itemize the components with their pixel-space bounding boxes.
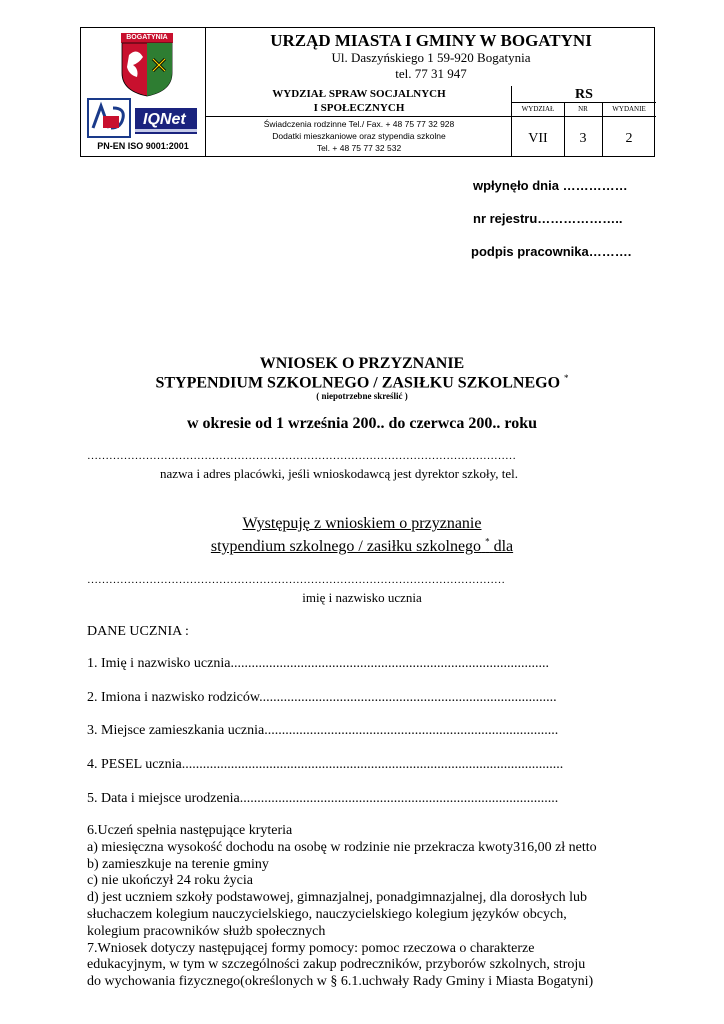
iqnet-logo: IQNet	[135, 108, 197, 134]
period-line: w okresie od 1 września 200.. do czerwca 200.. roku	[186, 415, 538, 432]
criteria-line: d) jest uczniem szkoły podstawowej, gimnazjalnej, ponadgimnazjalnej, dla dorosłych lub	[87, 890, 587, 906]
column-header: NR	[578, 105, 588, 113]
criteria-line: do wychowania fizycznego(określonych w § 6.1.uchwały Rady Gminy i Miasta Bogatyni)	[87, 974, 594, 990]
strike-note: ( niepotrzebne skreślić )	[316, 391, 408, 401]
edition-code: 2	[625, 131, 633, 146]
criteria-line: edukacyjnym, w tym w szczególności zakup podreczników, przyborów szkolnych, stroju	[87, 957, 586, 973]
received-date-field[interactable]: wpłynęło dnia ……………	[473, 178, 628, 193]
department-detail-3: Tel. + 48 75 77 32 532	[316, 143, 402, 153]
code-label: RS	[575, 87, 593, 102]
column-header: WYDANIE	[612, 105, 646, 113]
certification-logo	[87, 98, 131, 138]
divider	[512, 102, 656, 103]
form-title-text: STYPENDIUM SZKOLNEGO / ZASIŁKU SZKOLNEGO	[155, 374, 561, 392]
criteria-line: b) zamieszkuje na terenie gminy	[87, 856, 269, 872]
form-title-line2	[0, 373, 724, 392]
criteria-line: słuchaczem kolegium nauczycielskiego, nauczycielskiego kolegium języków obcych,	[87, 906, 567, 922]
number-code: 3	[579, 131, 587, 146]
request-text-end: dla	[493, 538, 514, 556]
request-line1	[0, 515, 724, 533]
request-text	[211, 538, 513, 555]
department-detail-1: Świadczenia rodzinne Tel./ Fax. + 48 75 77 32 928	[263, 119, 455, 129]
request-text-main: stypendium szkolnego / zasiłku szkolnego	[210, 538, 482, 556]
institution-input-line[interactable]: ………………………………………………………………………………………………………	[87, 450, 516, 462]
iso-label: PN-EN ISO 9001:2001	[97, 141, 189, 151]
request-text: Występuję z wnioskiem o przyznanie	[242, 515, 482, 532]
student-data-heading: DANE UCZNIA :	[87, 624, 189, 639]
residence-field[interactable]: 3. Miejsce zamieszkania ucznia....................................................................................	[87, 723, 559, 738]
parents-name-field[interactable]: 2. Imiona i nazwisko rodziców.....................................................................................	[87, 690, 557, 705]
divider	[205, 28, 206, 156]
iqnet-stripe	[135, 129, 197, 132]
criteria-line: a) miesięczna wysokość dochodu na osobę w rodzinie nie przekracza kwoty316,00 zł netto	[87, 839, 597, 855]
column-header: WYDZIAŁ	[521, 105, 555, 113]
birth-date-place-field[interactable]: 5. Data i miejsce urodzenia...........................................................................................	[87, 791, 559, 806]
department-detail-2: Dodatki mieszkaniowe oraz stypendia szkolne	[272, 131, 446, 141]
office-title: URZĄD MIASTA I GMINY W BOGATYNI	[270, 31, 592, 50]
criteria-line: 7.Wniosek dotyczy następującej formy pomocy: pomoc rzeczowa o charakterze	[87, 940, 535, 956]
office-phone: tel. 77 31 947	[395, 66, 467, 81]
institution-caption: nazwa i adres placówki, jeśli wnioskodawcą jest dyrektor szkoły, tel.	[160, 466, 518, 481]
criteria-line: 6.Uczeń spełnia następujące kryteria	[87, 823, 293, 838]
criteria-line: kolegium pracowników służb społecznych	[87, 923, 326, 939]
header-box	[80, 27, 655, 157]
department-name-2: I SPOŁECZNYCH	[313, 102, 405, 114]
divider	[512, 116, 656, 117]
logo-caption: BOGATYNIA	[126, 34, 168, 41]
employee-signature-field[interactable]: podpis pracownika……….	[471, 244, 632, 259]
department-name-1: WYDZIAŁ SPRAW SOCJALNYCH	[272, 88, 446, 100]
department-code: VII	[528, 131, 548, 146]
pesel-field[interactable]: 4. PESEL ucznia.............................................................................................................	[87, 757, 564, 772]
form-title-line1: WNIOSEK O PRZYZNANIE	[259, 355, 465, 372]
student-name-input-line[interactable]: ……………………………………………………………………………………………………	[87, 574, 505, 586]
register-number-field[interactable]: nr rejestru………………..	[473, 211, 623, 226]
office-address: Ul. Daszyńskiego 1 59-920 Bogatynia	[331, 50, 531, 65]
student-name-field[interactable]: 1. Imię i nazwisko ucznia...........................................................................................	[87, 656, 549, 671]
criteria-line: c) nie ukończył 24 roku życia	[87, 873, 253, 889]
footnote-asterisk: *	[564, 373, 569, 383]
request-line2	[0, 537, 724, 556]
student-name-caption: imię i nazwisko ucznia	[302, 590, 422, 605]
criteria-block	[87, 823, 597, 991]
code-box	[511, 86, 656, 156]
footnote-asterisk: *	[485, 537, 490, 547]
